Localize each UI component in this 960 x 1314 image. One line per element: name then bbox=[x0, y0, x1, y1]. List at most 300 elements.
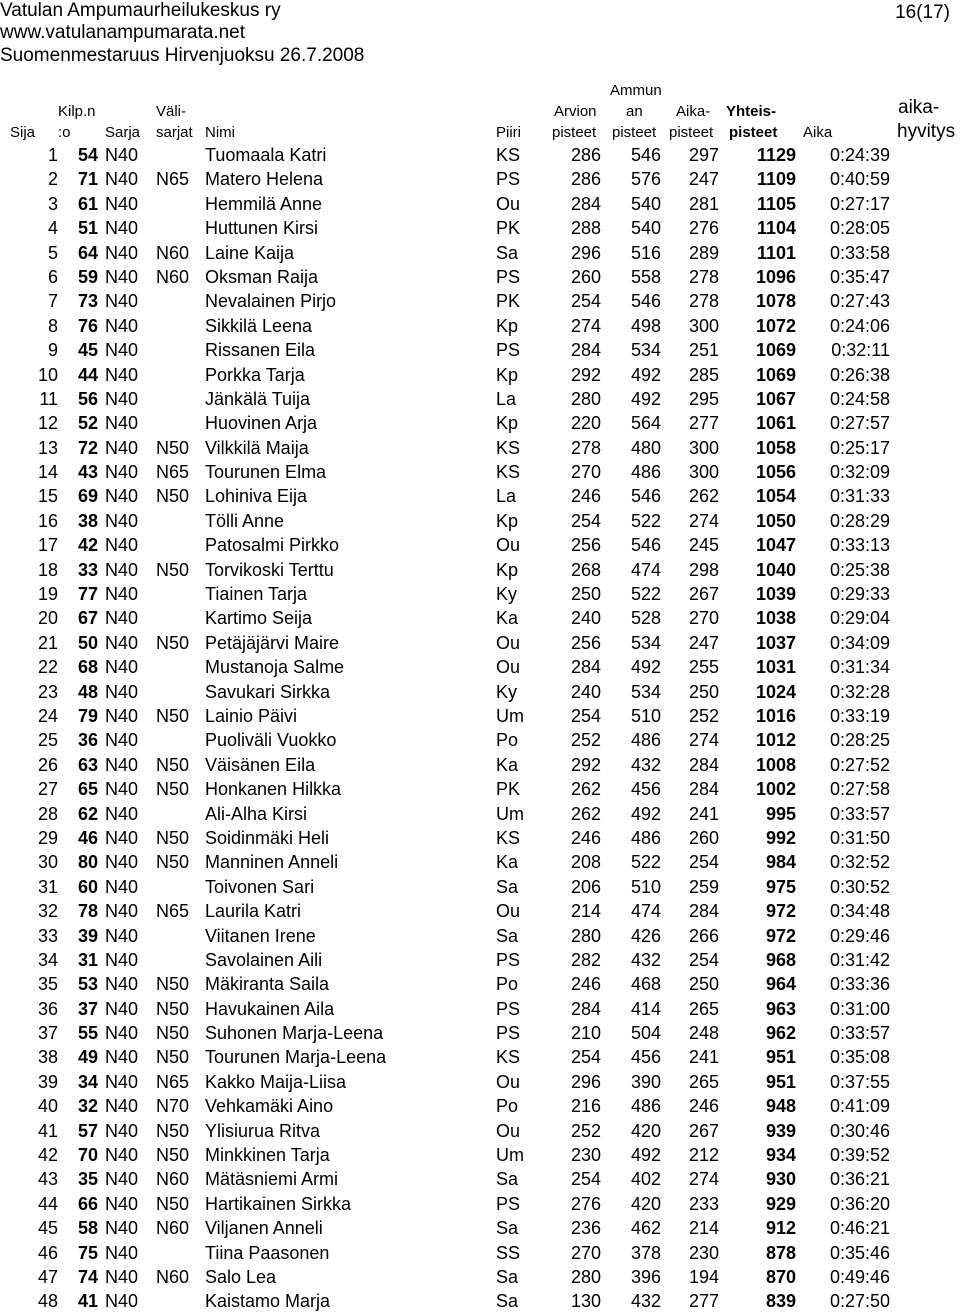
cell-sarja: N40 bbox=[105, 1071, 139, 1092]
cell-aika: 0:30:52 bbox=[829, 876, 890, 897]
cell-aika-pisteet: 284 bbox=[688, 779, 719, 800]
cell-piiri: PS bbox=[496, 266, 521, 287]
cell-aika-pisteet: 247 bbox=[688, 632, 719, 653]
cell-aika-pisteet: 254 bbox=[688, 852, 719, 873]
cell-aika-pisteet: 265 bbox=[688, 1071, 719, 1092]
cell-arvion-pisteet: 284 bbox=[570, 340, 601, 361]
cell-sarja: N40 bbox=[105, 632, 139, 653]
cell-sarja: N40 bbox=[105, 291, 139, 312]
cell-sarja: N40 bbox=[105, 974, 139, 995]
cell-nimi: Viljanen Anneli bbox=[205, 1218, 323, 1239]
cell-kilpno: 51 bbox=[77, 218, 98, 239]
cell-sija: 37 bbox=[37, 1023, 58, 1044]
cell-kilpno: 70 bbox=[77, 1145, 98, 1166]
col-kilpno-line2: :o bbox=[58, 124, 71, 141]
cell-piiri: Ka bbox=[496, 852, 519, 873]
cell-kilpno: 78 bbox=[77, 901, 98, 922]
cell-valisarja: N65 bbox=[156, 462, 190, 483]
cell-aika-pisteet: 250 bbox=[688, 974, 719, 995]
cell-yhteispisteet: 929 bbox=[765, 1193, 796, 1214]
cell-kilpno: 37 bbox=[77, 998, 98, 1019]
cell-yhteispisteet: 1024 bbox=[755, 681, 796, 702]
table-row bbox=[0, 192, 960, 216]
cell-sija: 9 bbox=[47, 340, 58, 361]
cell-sarja: N40 bbox=[105, 779, 139, 800]
table-row bbox=[0, 753, 960, 777]
cell-kilpno: 52 bbox=[77, 413, 98, 434]
cell-nimi: Honkanen Hilkka bbox=[205, 779, 342, 800]
cell-aika-pisteet: 295 bbox=[688, 388, 719, 409]
cell-nimi: Manninen Anneli bbox=[205, 852, 339, 873]
cell-nimi: Hemmilä Anne bbox=[205, 193, 323, 214]
cell-yhteispisteet: 1031 bbox=[755, 657, 796, 678]
table-row bbox=[0, 216, 960, 240]
cell-sija: 45 bbox=[37, 1218, 58, 1239]
cell-arvion-pisteet: 210 bbox=[570, 1023, 601, 1044]
cell-aika-pisteet: 251 bbox=[688, 340, 719, 361]
cell-sija: 3 bbox=[47, 193, 58, 214]
cell-nimi: Tuomaala Katri bbox=[205, 145, 327, 165]
cell-ammunta-pisteet: 486 bbox=[630, 730, 661, 751]
cell-kilpno: 75 bbox=[77, 1242, 98, 1263]
cell-ammunta-pisteet: 402 bbox=[630, 1169, 661, 1190]
cell-aika: 0:36:20 bbox=[829, 1193, 890, 1214]
cell-ammunta-pisteet: 486 bbox=[630, 827, 661, 848]
cell-aika: 0:24:06 bbox=[829, 315, 890, 336]
col-arvion-line2: pisteet bbox=[552, 124, 597, 141]
cell-sarja: N40 bbox=[105, 1169, 139, 1190]
cell-valisarja: N50 bbox=[156, 437, 190, 458]
cell-arvion-pisteet: 262 bbox=[570, 803, 601, 824]
cell-piiri: PS bbox=[496, 169, 521, 190]
cell-piiri: Sa bbox=[496, 925, 519, 946]
cell-yhteispisteet: 972 bbox=[765, 901, 796, 922]
cell-ammunta-pisteet: 420 bbox=[630, 1120, 661, 1141]
cell-ammunta-pisteet: 432 bbox=[630, 754, 661, 775]
cell-sija: 30 bbox=[37, 852, 58, 873]
cell-aika-pisteet: 284 bbox=[688, 901, 719, 922]
cell-aika: 0:27:58 bbox=[829, 779, 890, 800]
cell-piiri: PK bbox=[496, 779, 521, 800]
col-nimi: Nimi bbox=[205, 124, 235, 141]
cell-kilpno: 72 bbox=[77, 437, 98, 458]
cell-sarja: N40 bbox=[105, 218, 139, 239]
cell-kilpno: 64 bbox=[77, 242, 98, 263]
cell-aika-pisteet: 255 bbox=[688, 657, 719, 678]
cell-ammunta-pisteet: 420 bbox=[630, 1193, 661, 1214]
cell-ammunta-pisteet: 378 bbox=[630, 1242, 661, 1263]
cell-kilpno: 43 bbox=[77, 462, 98, 483]
cell-arvion-pisteet: 286 bbox=[570, 145, 601, 165]
cell-yhteispisteet: 951 bbox=[765, 1047, 796, 1068]
cell-arvion-pisteet: 130 bbox=[570, 1291, 601, 1312]
cell-sija: 36 bbox=[37, 998, 58, 1019]
table-row bbox=[0, 655, 960, 679]
cell-valisarja: N65 bbox=[156, 169, 190, 190]
cell-aika-pisteet: 289 bbox=[688, 242, 719, 263]
cell-sarja: N40 bbox=[105, 462, 139, 483]
cell-sarja: N40 bbox=[105, 608, 139, 629]
cell-ammunta-pisteet: 546 bbox=[630, 145, 661, 165]
table-row bbox=[0, 1143, 960, 1167]
cell-aika: 0:33:13 bbox=[829, 535, 890, 556]
cell-sarja: N40 bbox=[105, 949, 139, 970]
cell-sija: 38 bbox=[37, 1047, 58, 1068]
cell-aika-pisteet: 259 bbox=[688, 876, 719, 897]
cell-sija: 20 bbox=[37, 608, 58, 629]
cell-aika-pisteet: 281 bbox=[688, 193, 719, 214]
cell-ammunta-pisteet: 546 bbox=[630, 535, 661, 556]
cell-kilpno: 56 bbox=[77, 388, 98, 409]
cell-aika-pisteet: 267 bbox=[688, 1120, 719, 1141]
col-aikahyvitys-line1: aika- bbox=[898, 97, 940, 118]
col-yhteispisteet-line1: Yhteis- bbox=[726, 103, 777, 120]
cell-ammunta-pisteet: 498 bbox=[630, 315, 661, 336]
cell-nimi: Hartikainen Sirkka bbox=[205, 1193, 352, 1214]
col-sarja: Sarja bbox=[105, 124, 141, 141]
table-row bbox=[0, 728, 960, 752]
table-row bbox=[0, 289, 960, 313]
cell-kilpno: 53 bbox=[77, 974, 98, 995]
cell-piiri: Kp bbox=[496, 510, 519, 531]
cell-piiri: Kp bbox=[496, 559, 519, 580]
cell-aika-pisteet: 277 bbox=[688, 1291, 719, 1312]
cell-sija: 15 bbox=[37, 486, 58, 507]
cell-aika-pisteet: 300 bbox=[688, 315, 719, 336]
cell-arvion-pisteet: 274 bbox=[570, 315, 601, 336]
cell-sija: 43 bbox=[37, 1169, 58, 1190]
cell-sarja: N40 bbox=[105, 998, 139, 1019]
col-ammun-line2: an bbox=[626, 103, 643, 120]
cell-yhteispisteet: 992 bbox=[765, 827, 796, 848]
cell-kilpno: 63 bbox=[77, 754, 98, 775]
cell-ammunta-pisteet: 474 bbox=[630, 901, 661, 922]
cell-aika-pisteet: 260 bbox=[688, 827, 719, 848]
cell-piiri: Kp bbox=[496, 315, 519, 336]
cell-aika: 0:32:52 bbox=[829, 852, 890, 873]
cell-valisarja: N50 bbox=[156, 779, 190, 800]
cell-sarja: N40 bbox=[105, 364, 139, 385]
table-row bbox=[0, 1021, 960, 1045]
cell-aika: 0:33:57 bbox=[829, 1023, 890, 1044]
table-row bbox=[0, 680, 960, 704]
cell-yhteispisteet: 1039 bbox=[755, 584, 796, 605]
cell-piiri: KS bbox=[496, 145, 521, 165]
cell-ammunta-pisteet: 492 bbox=[630, 364, 661, 385]
cell-sarja: N40 bbox=[105, 827, 139, 848]
cell-yhteispisteet: 939 bbox=[765, 1120, 796, 1141]
cell-arvion-pisteet: 262 bbox=[570, 779, 601, 800]
table-row bbox=[0, 338, 960, 362]
cell-arvion-pisteet: 252 bbox=[570, 730, 601, 751]
table-row bbox=[0, 558, 960, 582]
cell-aika: 0:33:19 bbox=[829, 705, 890, 726]
cell-ammunta-pisteet: 504 bbox=[630, 1023, 661, 1044]
cell-aika-pisteet: 300 bbox=[688, 437, 719, 458]
cell-piiri: Ou bbox=[496, 1120, 521, 1141]
cell-kilpno: 60 bbox=[77, 876, 98, 897]
cell-kilpno: 57 bbox=[77, 1120, 98, 1141]
cell-aika: 0:33:58 bbox=[829, 242, 890, 263]
cell-aika: 0:27:57 bbox=[829, 413, 890, 434]
cell-piiri: Ka bbox=[496, 608, 519, 629]
cell-nimi: Mätäsniemi Armi bbox=[205, 1169, 339, 1190]
cell-yhteispisteet: 963 bbox=[765, 998, 796, 1019]
cell-arvion-pisteet: 276 bbox=[570, 1193, 601, 1214]
cell-kilpno: 79 bbox=[77, 705, 98, 726]
cell-aika-pisteet: 233 bbox=[688, 1193, 719, 1214]
cell-piiri: Ou bbox=[496, 901, 521, 922]
col-piiri: Piiri bbox=[496, 124, 521, 141]
cell-valisarja: N50 bbox=[156, 852, 190, 873]
cell-nimi: Toivonen Sari bbox=[205, 876, 315, 897]
cell-sija: 13 bbox=[37, 437, 58, 458]
cell-aika: 0:35:08 bbox=[829, 1047, 890, 1068]
cell-piiri: Po bbox=[496, 730, 519, 751]
col-vali-line1: Väli- bbox=[156, 103, 187, 120]
col-ammun-line1: Ammun bbox=[610, 82, 662, 99]
table-row bbox=[0, 972, 960, 996]
cell-ammunta-pisteet: 480 bbox=[630, 437, 661, 458]
cell-sarja: N40 bbox=[105, 852, 139, 873]
cell-aika: 0:32:11 bbox=[831, 340, 890, 361]
cell-valisarja: N60 bbox=[156, 1218, 190, 1239]
cell-yhteispisteet: 1078 bbox=[755, 291, 796, 312]
cell-piiri: Sa bbox=[496, 1266, 519, 1287]
table-row bbox=[0, 948, 960, 972]
cell-nimi: Ylisiurua Ritva bbox=[205, 1120, 321, 1141]
cell-sija: 40 bbox=[37, 1096, 58, 1117]
cell-nimi: Tölli Anne bbox=[205, 510, 285, 531]
cell-nimi: Suhonen Marja-Leena bbox=[205, 1023, 384, 1044]
cell-ammunta-pisteet: 456 bbox=[630, 779, 661, 800]
cell-nimi: Lohiniva Eija bbox=[205, 486, 308, 507]
cell-piiri: Po bbox=[496, 974, 519, 995]
col-aikahyvitys-line2: hyvitys bbox=[897, 121, 956, 142]
organization-name: Vatulan Ampumaurheilukeskus ry bbox=[0, 0, 281, 21]
cell-piiri: La bbox=[496, 486, 517, 507]
table-row bbox=[0, 924, 960, 948]
cell-aika: 0:49:46 bbox=[829, 1266, 890, 1287]
cell-arvion-pisteet: 246 bbox=[570, 974, 601, 995]
cell-aika-pisteet: 277 bbox=[688, 413, 719, 434]
cell-yhteispisteet: 870 bbox=[765, 1266, 796, 1287]
cell-aika-pisteet: 230 bbox=[688, 1242, 719, 1263]
cell-ammunta-pisteet: 432 bbox=[630, 949, 661, 970]
cell-sarja: N40 bbox=[105, 1096, 139, 1117]
cell-aika-pisteet: 250 bbox=[688, 681, 719, 702]
table-row bbox=[0, 1094, 960, 1118]
cell-nimi: Minkkinen Tarja bbox=[205, 1145, 330, 1166]
cell-ammunta-pisteet: 522 bbox=[630, 510, 661, 531]
cell-sija: 24 bbox=[37, 705, 58, 726]
cell-piiri: Kp bbox=[496, 364, 519, 385]
cell-aika: 0:29:33 bbox=[829, 584, 890, 605]
cell-ammunta-pisteet: 522 bbox=[630, 852, 661, 873]
cell-kilpno: 74 bbox=[77, 1266, 98, 1287]
cell-aika-pisteet: 274 bbox=[688, 1169, 719, 1190]
cell-piiri: SS bbox=[496, 1242, 521, 1263]
table-row bbox=[0, 387, 960, 411]
cell-valisarja: N50 bbox=[156, 559, 190, 580]
cell-kilpno: 58 bbox=[77, 1218, 98, 1239]
cell-kilpno: 73 bbox=[77, 291, 98, 312]
cell-nimi: Patosalmi Pirkko bbox=[205, 535, 340, 556]
cell-sija: 31 bbox=[37, 876, 58, 897]
cell-piiri: PS bbox=[496, 949, 521, 970]
cell-nimi: Oksman Raija bbox=[205, 266, 319, 287]
cell-sija: 14 bbox=[37, 462, 58, 483]
cell-aika-pisteet: 297 bbox=[688, 145, 719, 165]
cell-sarja: N40 bbox=[105, 584, 139, 605]
cell-kilpno: 41 bbox=[77, 1291, 98, 1312]
cell-sija: 12 bbox=[37, 413, 58, 434]
table-row bbox=[0, 509, 960, 533]
table-row bbox=[0, 363, 960, 387]
table-row bbox=[0, 484, 960, 508]
cell-piiri: Ou bbox=[496, 1071, 521, 1092]
cell-kilpno: 48 bbox=[77, 681, 98, 702]
cell-valisarja: N50 bbox=[156, 1047, 190, 1068]
cell-kilpno: 46 bbox=[77, 827, 98, 848]
cell-piiri: Ka bbox=[496, 754, 519, 775]
cell-aika-pisteet: 284 bbox=[688, 754, 719, 775]
cell-ammunta-pisteet: 510 bbox=[630, 876, 661, 897]
cell-piiri: Um bbox=[496, 705, 524, 726]
cell-kilpno: 45 bbox=[77, 340, 98, 361]
cell-yhteispisteet: 948 bbox=[765, 1096, 796, 1117]
table-row bbox=[0, 1167, 960, 1191]
cell-arvion-pisteet: 206 bbox=[570, 876, 601, 897]
cell-sija: 28 bbox=[37, 803, 58, 824]
cell-sija: 2 bbox=[47, 169, 58, 190]
cell-kilpno: 35 bbox=[77, 1169, 98, 1190]
cell-arvion-pisteet: 254 bbox=[570, 705, 601, 726]
cell-valisarja: N60 bbox=[156, 1266, 190, 1287]
cell-sija: 1 bbox=[47, 145, 58, 165]
cell-aika-pisteet: 254 bbox=[688, 949, 719, 970]
cell-valisarja: N50 bbox=[156, 1193, 190, 1214]
cell-piiri: Ou bbox=[496, 632, 521, 653]
col-ammun-line3: pisteet bbox=[612, 124, 657, 141]
cell-kilpno: 50 bbox=[77, 632, 98, 653]
table-row bbox=[0, 1241, 960, 1265]
cell-aika: 0:35:46 bbox=[829, 1242, 890, 1263]
cell-arvion-pisteet: 254 bbox=[570, 1047, 601, 1068]
cell-sija: 42 bbox=[37, 1145, 58, 1166]
cell-valisarja: N50 bbox=[156, 1023, 190, 1044]
cell-piiri: Sa bbox=[496, 1291, 519, 1312]
cell-nimi: Rissanen Eila bbox=[205, 340, 316, 361]
cell-valisarja: N50 bbox=[156, 1120, 190, 1141]
cell-sija: 5 bbox=[47, 242, 58, 263]
cell-aika: 0:40:59 bbox=[829, 169, 890, 190]
cell-nimi: Lainio Päivi bbox=[205, 705, 298, 726]
col-vali-line2: sarjat bbox=[156, 124, 193, 141]
cell-piiri: Sa bbox=[496, 1218, 519, 1239]
cell-nimi: Vehkamäki Aino bbox=[205, 1096, 334, 1117]
website-link[interactable]: www.vatulanampumarata.net bbox=[0, 22, 246, 43]
cell-sarja: N40 bbox=[105, 925, 139, 946]
cell-kilpno: 49 bbox=[77, 1047, 98, 1068]
cell-aika-pisteet: 265 bbox=[688, 998, 719, 1019]
cell-piiri: KS bbox=[496, 1047, 521, 1068]
cell-arvion-pisteet: 236 bbox=[570, 1218, 601, 1239]
cell-yhteispisteet: 1047 bbox=[755, 535, 796, 556]
cell-piiri: La bbox=[496, 388, 517, 409]
cell-sarja: N40 bbox=[105, 535, 139, 556]
table-row bbox=[0, 265, 960, 289]
cell-sarja: N40 bbox=[105, 559, 139, 580]
cell-aika: 0:39:52 bbox=[829, 1145, 890, 1166]
cell-aika-pisteet: 285 bbox=[688, 364, 719, 385]
cell-piiri: Sa bbox=[496, 1169, 519, 1190]
table-row bbox=[0, 1192, 960, 1216]
cell-nimi: Kaistamo Marja bbox=[205, 1291, 331, 1312]
table-row bbox=[0, 582, 960, 606]
cell-nimi: Torvikoski Terttu bbox=[205, 559, 334, 580]
cell-piiri: Um bbox=[496, 803, 524, 824]
cell-arvion-pisteet: 256 bbox=[570, 535, 601, 556]
col-aikapisteet-line1: Aika- bbox=[676, 103, 711, 120]
cell-aika-pisteet: 262 bbox=[688, 486, 719, 507]
cell-valisarja: N50 bbox=[156, 632, 190, 653]
cell-arvion-pisteet: 280 bbox=[570, 1266, 601, 1287]
cell-aika: 0:32:28 bbox=[829, 681, 890, 702]
table-row bbox=[0, 997, 960, 1021]
cell-aika-pisteet: 267 bbox=[688, 584, 719, 605]
cell-kilpno: 76 bbox=[77, 315, 98, 336]
cell-yhteispisteet: 1109 bbox=[756, 169, 796, 190]
cell-kilpno: 55 bbox=[77, 1023, 98, 1044]
cell-nimi: Kartimo Seija bbox=[205, 608, 313, 629]
cell-piiri: Ky bbox=[496, 584, 518, 605]
cell-arvion-pisteet: 216 bbox=[570, 1096, 601, 1117]
cell-piiri: PS bbox=[496, 340, 521, 361]
cell-aika: 0:46:21 bbox=[829, 1218, 890, 1239]
cell-aika-pisteet: 278 bbox=[688, 266, 719, 287]
cell-nimi: Mustanoja Salme bbox=[205, 657, 345, 678]
cell-nimi: Porkka Tarja bbox=[205, 364, 305, 385]
cell-sija: 41 bbox=[37, 1120, 58, 1141]
table-row bbox=[0, 1070, 960, 1094]
cell-sarja: N40 bbox=[105, 388, 139, 409]
cell-yhteispisteet: 1069 bbox=[755, 340, 796, 361]
cell-aika-pisteet: 246 bbox=[688, 1096, 719, 1117]
cell-valisarja: N50 bbox=[156, 1145, 190, 1166]
cell-arvion-pisteet: 250 bbox=[570, 584, 601, 605]
cell-sija: 8 bbox=[47, 315, 58, 336]
cell-valisarja: N60 bbox=[156, 242, 190, 263]
cell-kilpno: 67 bbox=[77, 608, 98, 629]
cell-yhteispisteet: 975 bbox=[765, 876, 796, 897]
col-arvion-line1: Arvion bbox=[554, 103, 597, 120]
event-title: Suomenmestaruus Hirvenjuoksu 26.7.2008 bbox=[0, 45, 365, 66]
cell-sarja: N40 bbox=[105, 266, 139, 287]
table-row bbox=[0, 314, 960, 338]
cell-ammunta-pisteet: 546 bbox=[630, 486, 661, 507]
cell-valisarja: N70 bbox=[156, 1096, 190, 1117]
table-row bbox=[0, 606, 960, 630]
cell-sija: 32 bbox=[37, 901, 58, 922]
cell-sija: 23 bbox=[37, 681, 58, 702]
cell-kilpno: 38 bbox=[77, 510, 98, 531]
cell-valisarja: N60 bbox=[156, 1169, 190, 1190]
cell-sarja: N40 bbox=[105, 1193, 139, 1214]
cell-aika-pisteet: 300 bbox=[688, 462, 719, 483]
cell-yhteispisteet: 1037 bbox=[755, 632, 796, 653]
cell-aika-pisteet: 245 bbox=[688, 535, 719, 556]
